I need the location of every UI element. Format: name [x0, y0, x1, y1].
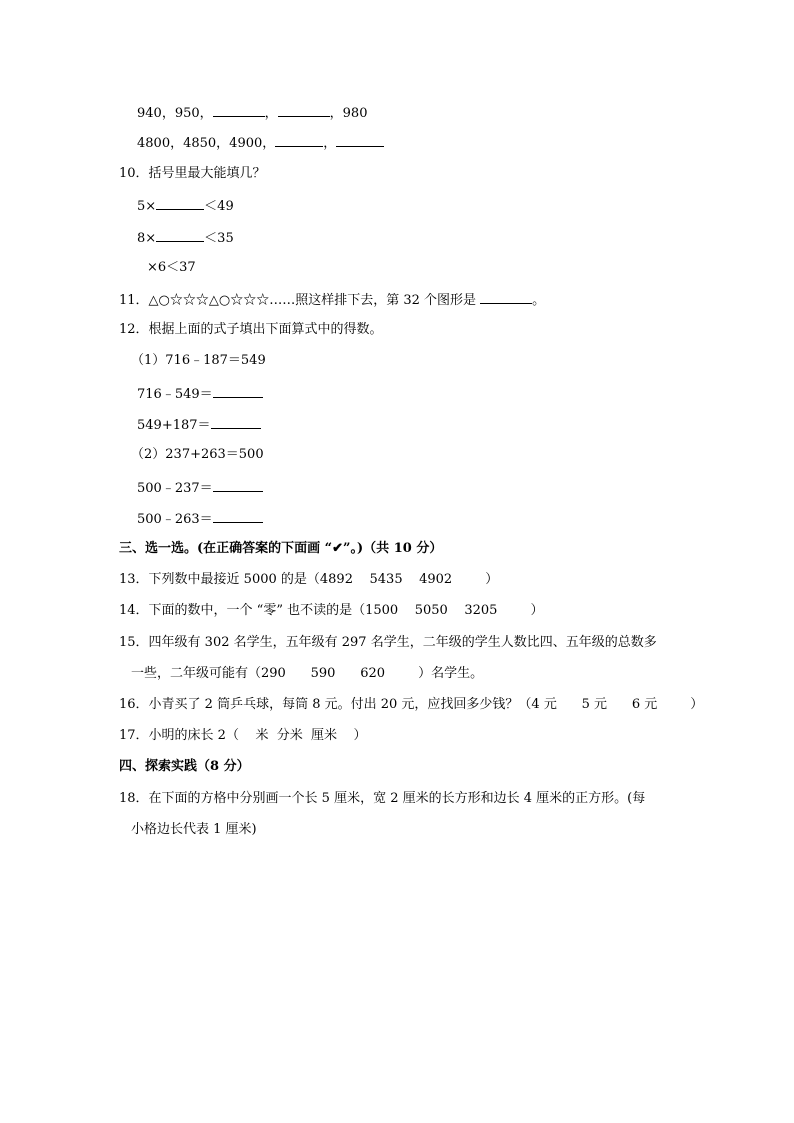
question-14: 14．下面的数中，一个 “零” 也不读的是（1500 5050 3205 ）: [119, 603, 544, 618]
question-12: 12．根据上面的式子填出下面算式中的得数。: [119, 322, 383, 337]
text: ＜35: [204, 231, 234, 246]
q12-1-a: [137, 385, 263, 403]
question-15-line-1: 15．四年级有 302 名学生，五年级有 297 名学生，二年级的学生人数比四、五年级的总数多: [119, 635, 657, 650]
q10-item-b: [137, 229, 234, 247]
q12-part-2: （2）237+263＝500: [131, 447, 264, 462]
q12-1-b: [137, 416, 261, 434]
answer-blank[interactable]: [156, 229, 204, 242]
answer-blank[interactable]: [213, 479, 263, 492]
answer-blank[interactable]: [213, 385, 263, 398]
q12-2-a: [137, 479, 263, 497]
answer-blank[interactable]: [278, 104, 330, 117]
question-16: 16．小青买了 2 筒乒乓球，每筒 8 元。付出 20 元，应找回多少钱？（4 元 5 元 6 元 ）: [119, 697, 704, 712]
text: ，: [264, 106, 278, 121]
text: 8×: [137, 231, 157, 246]
sequence-line-2: [137, 134, 384, 152]
question-15-line-2: 一些，二年级可能有（290 590 620 ）名学生。: [131, 666, 484, 681]
question-17: 17．小明的床长 2（ 米 分米 厘米 ）: [119, 728, 367, 743]
question-13: 13．下列数中最接近 5000 的是（4892 5435 4902 ）: [119, 572, 499, 587]
text: 11．△○☆☆☆△○☆☆☆……照这样排下去，第 32 个图形是: [119, 293, 481, 308]
answer-blank[interactable]: [211, 416, 261, 429]
section-3-heading: 三、选一选。(在正确答案的下面画 “✔”。)（共 10 分）: [119, 541, 443, 556]
question-18-line-2: 小格边长代表 1 厘米): [131, 822, 257, 837]
answer-blank[interactable]: [213, 510, 263, 523]
question-10: 10．括号里最大能填几？: [119, 166, 266, 181]
answer-blank[interactable]: [275, 134, 323, 147]
q10-item-a: [137, 197, 234, 215]
text: 5×: [137, 199, 157, 214]
text: ＜49: [204, 199, 234, 214]
answer-blank[interactable]: [336, 134, 384, 147]
q12-2-b: [137, 510, 263, 528]
text: 500﹣263＝: [137, 512, 213, 527]
answer-blank[interactable]: [156, 197, 204, 210]
q10-item-c: ×6＜37: [147, 260, 196, 275]
text: 940，950，: [137, 106, 213, 121]
text: ，980: [329, 106, 368, 121]
text: 549+187＝: [137, 418, 211, 433]
text: 。: [532, 293, 546, 308]
text: 4800，4850，4900，: [137, 136, 276, 151]
answer-blank[interactable]: [213, 104, 265, 117]
q12-part-1: （1）716﹣187＝549: [131, 353, 266, 368]
text: ，: [323, 136, 337, 151]
text: 716﹣549＝: [137, 387, 213, 402]
answer-blank[interactable]: [480, 291, 532, 304]
text: 500﹣237＝: [137, 481, 213, 496]
section-4-heading: 四、探索实践（8 分）: [119, 759, 250, 774]
question-11: [119, 291, 545, 309]
question-18-line-1: 18．在下面的方格中分别画一个长 5 厘米，宽 2 厘米的长方形和边长 4 厘米的正方形。(每: [119, 791, 646, 806]
sequence-line-1: [137, 104, 367, 122]
